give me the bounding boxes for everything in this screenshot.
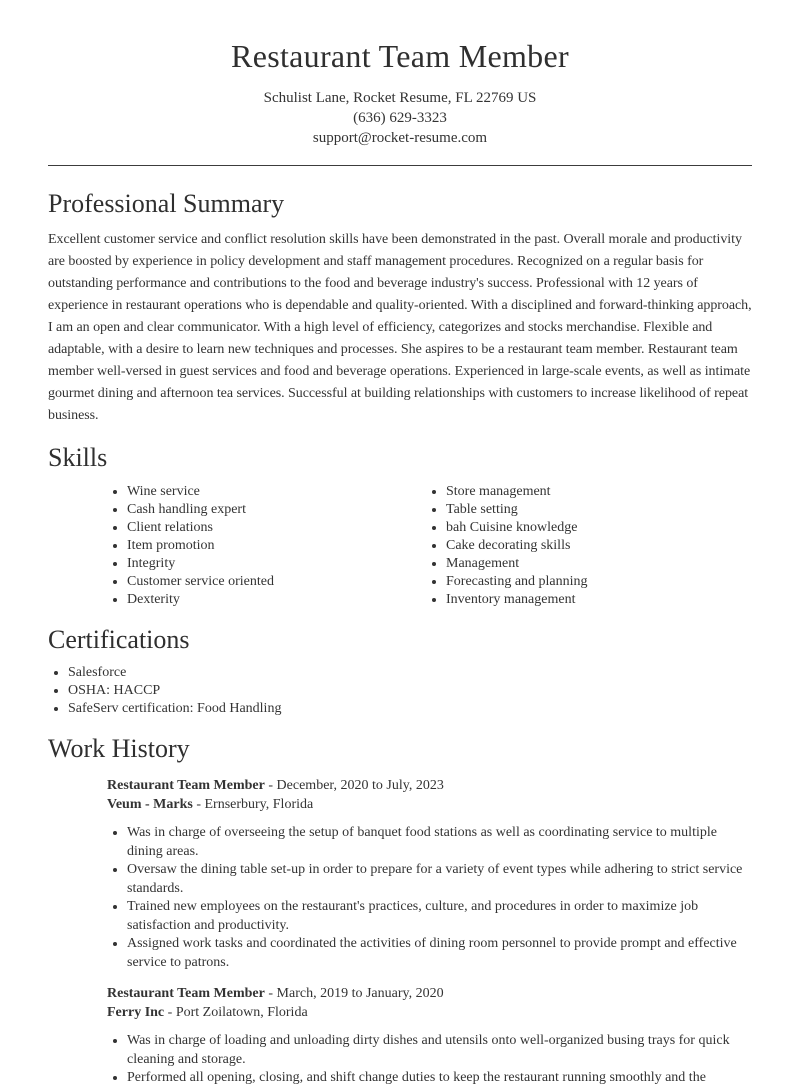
job-duty: • Performed all opening, closing, and shift change duties to keep the restaurant running smoothly and the bbox=[127, 1069, 745, 1088]
section-professional-summary bbox=[48, 189, 752, 427]
certification-item: • OSHA: HACCP bbox=[68, 682, 752, 700]
header-divider bbox=[48, 165, 752, 166]
skill-item: • Table setting bbox=[446, 501, 745, 519]
skill-item: • Cake decorating skills bbox=[446, 537, 745, 555]
professional-summary-text: Excellent customer service and conflict resolution skills have been demonstrated in the past. Overall morale and productivity are boosted by experience in policy development and staff management procedures. Recognized on a regular basis for outstanding performance and contributions to the food and beverage industry's success. Professional with 12 years of experience in restaurant operations who is dependable and quality-oriented. With a disciplined and forward-thinking approach, I am an open and clear communicator. With a high level of efficiency, categorizes and stocks merchandise. Flexible and adaptable, with a desire to learn new techniques and processes. She aspires to be a restaurant team member. Restaurant team member well-versed in guest services and food and beverage operations. Experienced in large-scale events, as well as intimate gourmet dining and afternoon tea services. Successful at building relationships with customers to increase likelihood of repeat business. bbox=[48, 231, 752, 423]
skill-item: • Management bbox=[446, 555, 745, 573]
job-duty: • Trained new employees on the restaurant's practices, culture, and procedures in order to maximize job satisfaction and productivity. bbox=[127, 898, 745, 935]
job-entry bbox=[107, 985, 745, 1088]
job-duty: • Was in charge of loading and unloading dirty dishes and utensils onto well-organized busing trays for quick cleaning and storage. bbox=[127, 1032, 745, 1069]
contact-info bbox=[48, 88, 752, 148]
skill-item: • bah Cuisine knowledge bbox=[446, 519, 745, 537]
job-dates: March, 2019 to January, 2020 bbox=[276, 986, 444, 1002]
job-duty: • Assigned work tasks and coordinated the activities of dining room personnel to provide prompt and effective service to patrons. bbox=[127, 935, 745, 972]
job-title: Restaurant Team Member bbox=[107, 986, 265, 1002]
resume-header bbox=[48, 38, 752, 148]
skill-item: • Inventory management bbox=[446, 591, 745, 609]
job-company: Ferry Inc bbox=[107, 1004, 165, 1020]
professional-summary-heading: Professional Summary bbox=[48, 188, 285, 218]
skill-item: • Forecasting and planning bbox=[446, 573, 745, 591]
job-duty-list bbox=[107, 824, 745, 972]
work-history-heading: Work History bbox=[48, 734, 190, 764]
job-location: Ernserbury, Florida bbox=[204, 796, 314, 812]
skills-column-left bbox=[107, 483, 426, 609]
certification-item: • Salesforce bbox=[68, 664, 752, 682]
contact-phone: (636) 629-3323 bbox=[353, 109, 447, 126]
skill-item: • Store management bbox=[446, 483, 745, 501]
job-separator: - bbox=[264, 986, 277, 1002]
certifications-list bbox=[48, 664, 752, 718]
skills-columns bbox=[107, 483, 745, 609]
skill-item: • Customer service oriented bbox=[127, 573, 426, 591]
job-separator: - bbox=[264, 778, 277, 794]
certification-item: • SafeServ certification: Food Handling bbox=[68, 700, 752, 718]
job-title-line bbox=[107, 777, 745, 796]
skill-item: • Dexterity bbox=[127, 591, 426, 609]
skill-item: • Wine service bbox=[127, 483, 426, 501]
skills-heading: Skills bbox=[48, 442, 108, 472]
job-header bbox=[107, 777, 745, 814]
job-company: Veum - Marks bbox=[107, 796, 193, 812]
skill-item: • Item promotion bbox=[127, 537, 426, 555]
job-title-line bbox=[107, 985, 745, 1004]
job-company-line bbox=[107, 796, 745, 815]
section-skills bbox=[48, 443, 752, 609]
job-separator: - bbox=[164, 1004, 176, 1020]
job-company-line bbox=[107, 1004, 745, 1023]
certifications-heading: Certifications bbox=[48, 624, 190, 654]
contact-address: Schulist Lane, Rocket Resume, FL 22769 US bbox=[263, 89, 537, 106]
job-location: Port Zoilatown, Florida bbox=[175, 1004, 308, 1020]
skill-item: • Integrity bbox=[127, 555, 426, 573]
job-separator: - bbox=[192, 796, 205, 812]
job-duty-list bbox=[107, 1032, 745, 1088]
job-entry bbox=[107, 777, 745, 972]
skill-item: • Client relations bbox=[127, 519, 426, 537]
job-dates: December, 2020 to July, 2023 bbox=[276, 778, 444, 794]
section-certifications bbox=[48, 625, 752, 719]
job-header bbox=[107, 985, 745, 1022]
skill-item: • Cash handling expert bbox=[127, 501, 426, 519]
resume-title: Restaurant Team Member bbox=[231, 38, 569, 74]
job-title: Restaurant Team Member bbox=[107, 778, 265, 794]
job-duty: • Oversaw the dining table set-up in order to prepare for a variety of event types while adhering to strict service standards. bbox=[127, 861, 745, 898]
skills-column-right bbox=[426, 483, 745, 609]
contact-email: support@rocket-resume.com bbox=[312, 129, 488, 146]
job-duty: • Was in charge of overseeing the setup of banquet food stations as well as coordinating service to multiple dining areas. bbox=[127, 824, 745, 861]
